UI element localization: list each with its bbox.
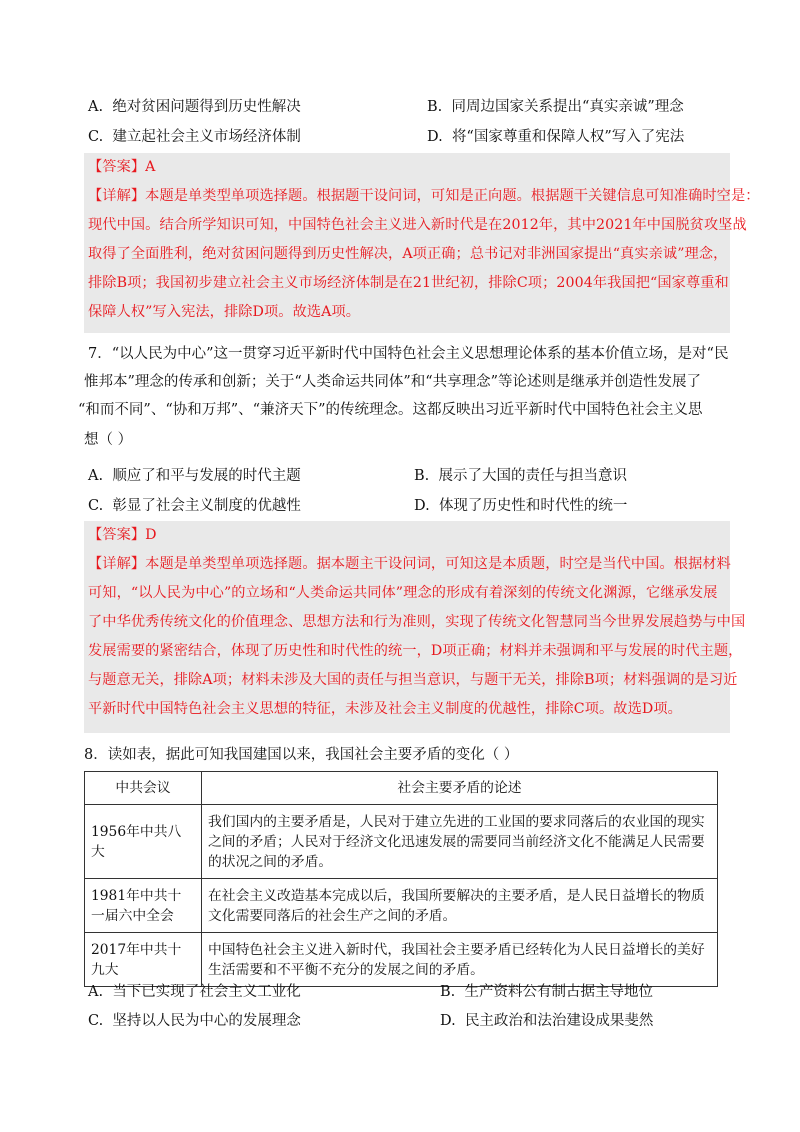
q8-option-b[interactable]: B. 生产资料公有制占据主导地位 bbox=[440, 984, 653, 1000]
table-cell-meeting: 1956年中共八大 bbox=[85, 805, 202, 879]
q6-answer-line: 【答案】A bbox=[88, 159, 156, 175]
q7-stem-line: 惟邦本”理念的传承和创新；关于“人类命运共同体”和“共享理念”等论述则是继承并创造性发展了 bbox=[84, 374, 702, 390]
q7-detail-line: 了中华优秀传统文化的价值理念、思想方法和行为准则，实现了传统文化智慧同当今世界发展趋势与中国 bbox=[88, 614, 746, 630]
q6-detail-line: 【详解】本题是单类型单项选择题。根据题干设问词，可知是正向题。根据题干关键信息可知准确时空是： bbox=[88, 188, 760, 204]
q7-answer-value: D bbox=[145, 527, 157, 543]
q7-option-d[interactable]: D. 体现了历史性和时代性的统一 bbox=[414, 498, 628, 514]
q6-option-b[interactable]: B. 同周边国家关系提出“真实亲诚”理念 bbox=[427, 99, 684, 115]
q7-options-row-1 bbox=[0, 463, 800, 489]
table-cell-content: 在社会主义改造基本完成以后，我国所要解决的主要矛盾，是人民日益增长的物质文化需要同落后的社会生产之间的矛盾。 bbox=[202, 879, 718, 933]
q7-options-row-2 bbox=[0, 493, 800, 519]
q6-detail-line: 保障人权”写入宪法，排除D项。故选A项。 bbox=[88, 304, 361, 320]
q8-option-d[interactable]: D. 民主政治和法治建设成果斐然 bbox=[440, 1013, 654, 1029]
q8-options-row-1 bbox=[0, 979, 800, 1005]
q6-detail-line: 取得了全面胜利，绝对贫困问题得到历史性解决，A项正确；总书记对非洲国家提出“真实亲诚”理念， bbox=[88, 246, 728, 262]
q7-detail-line: 平新时代中国特色社会主义思想的特征，未涉及社会主义制度的优越性，排除C项。故选D项。 bbox=[88, 701, 682, 717]
q7-stem-line: “和而不同”、“协和万邦”、“兼济天下”的传统理念。这都反映出习近平新时代中国特色社会主义思 bbox=[78, 402, 703, 418]
table-cell-content: 我们国内的主要矛盾是，人民对于建立先进的工业国的要求同落后的农业国的现实之间的矛盾；人民对于经济文化迅速发展的需要同当前经济文化不能满足人民需要的状况之间的矛盾。 bbox=[202, 805, 718, 879]
q7-option-c[interactable]: C. 彰显了社会主义制度的优越性 bbox=[88, 498, 301, 514]
q7-stem-line: 想（ ） bbox=[84, 432, 133, 448]
q8-stem: 8．读如表，据此可知我国建国以来，我国社会主要矛盾的变化（ ） bbox=[84, 747, 519, 763]
q6-detail-line: 现代中国。结合所学知识可知，中国特色社会主义进入新时代是在2012年，其中2021年中国脱贫攻坚战 bbox=[88, 217, 747, 233]
q7-option-a[interactable]: A. 顺应了和平与发展的时代主题 bbox=[88, 468, 301, 484]
q7-option-b[interactable]: B. 展示了大国的责任与担当意识 bbox=[414, 468, 627, 484]
q7-detail-line: 与题意无关，排除A项；材料未涉及大国的责任与担当意识，与题干无关，排除B项；材料强调的是习近 bbox=[88, 672, 738, 688]
q6-options-row-2 bbox=[0, 124, 800, 150]
q8-option-a[interactable]: A. 当下已实现了社会主义工业化 bbox=[88, 984, 301, 1000]
table-row bbox=[85, 879, 718, 933]
table-header-row bbox=[85, 772, 718, 805]
q6-answer-value: A bbox=[145, 159, 156, 175]
table-cell-meeting: 2017年中共十九大 bbox=[85, 933, 202, 987]
table-header-content: 社会主要矛盾的论述 bbox=[202, 772, 718, 805]
q7-stem-line: 7．“以人民为中心”这一贯穿习近平新时代中国特色社会主义思想理论体系的基本价值立场，是对“民 bbox=[88, 346, 729, 362]
q7-detail-line: 可知，“以人民为中心”的立场和“人类命运共同体”理念的形成有着深刻的传统文化渊源，它继承发展 bbox=[88, 585, 718, 601]
table-header-meeting: 中共会议 bbox=[85, 772, 202, 805]
q8-option-c[interactable]: C. 坚持以人民为中心的发展理念 bbox=[88, 1013, 301, 1029]
table-row bbox=[85, 805, 718, 879]
q6-option-a[interactable]: A. 绝对贫困问题得到历史性解决 bbox=[88, 99, 301, 115]
table-cell-meeting: 1981年中共十一届六中全会 bbox=[85, 879, 202, 933]
q6-answer-box bbox=[84, 153, 760, 333]
table-cell-content: 中国特色社会主义进入新时代，我国社会主要矛盾已经转化为人民日益增长的美好生活需要和不平衡不充分的发展之间的矛盾。 bbox=[202, 933, 718, 987]
q6-options-row-1 bbox=[0, 94, 800, 120]
q6-option-c[interactable]: C. 建立起社会主义市场经济体制 bbox=[88, 129, 301, 145]
q8-table bbox=[84, 771, 718, 987]
q6-option-d[interactable]: D. 将“国家尊重和保障人权”写入了宪法 bbox=[427, 129, 685, 145]
q7-answer-line: 【答案】D bbox=[88, 527, 157, 543]
q6-detail-line: 排除B项；我国初步建立社会主义市场经济体制是在21世纪初，排除C项；2004年我国把“国家尊重和 bbox=[88, 275, 729, 291]
q8-options-row-2 bbox=[0, 1008, 800, 1034]
q7-answer-box bbox=[84, 521, 746, 733]
q7-detail-line: 发展需要的紧密结合，体现了历史性和时代性的统一，D项正确；材料并未强调和平与发展的时代主题， bbox=[88, 643, 743, 659]
q7-detail-line: 【详解】本题是单类型单项选择题。据本题主干设问词，可知这是本质题，时空是当代中国。根据材料 bbox=[88, 556, 731, 572]
